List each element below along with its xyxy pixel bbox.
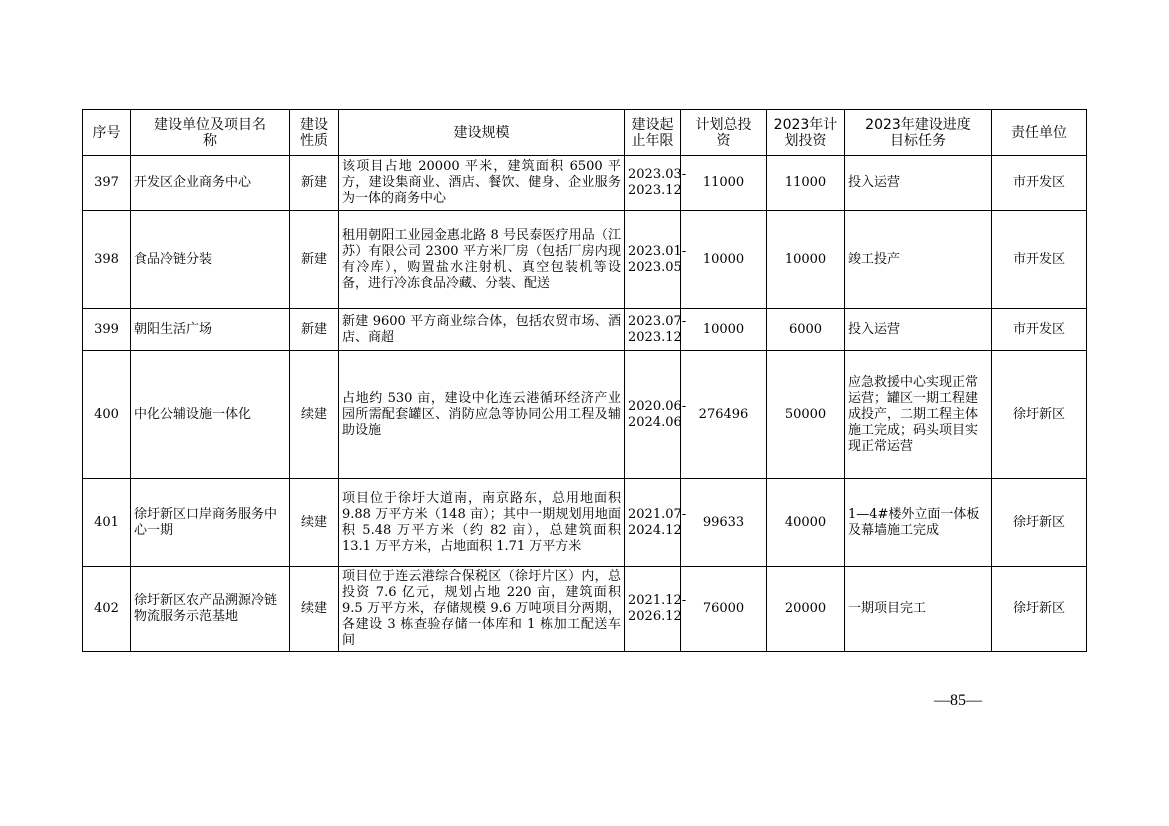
period-end: 2023.12 (628, 329, 682, 345)
cell-nature: 新建 (290, 211, 339, 309)
period-end: 2026.12 (628, 609, 682, 624)
cell-period (625, 351, 687, 479)
period-end: 2023.12 (628, 183, 682, 198)
table-row (83, 156, 1087, 211)
period-start: 2023.03- (628, 167, 687, 182)
cell-name: 开发区企业商务中心 (131, 156, 290, 211)
cell-target: 一期项目完工 (845, 567, 992, 652)
project-table (82, 109, 1087, 652)
period-end: 2023.05 (628, 259, 682, 275)
cell-seq: 399 (83, 309, 131, 351)
cell-scale: 租用朝阳工业园金惠北路 8 号民泰医疗用品（江苏）有限公司 2300 平方米厂房（包括厂房内现有冷库），购置盐水注射机、真空包装机等设备，进行冷冻食品冷藏、分装、配送 (339, 211, 625, 309)
cell-period (625, 156, 687, 211)
cell-nature: 续建 (290, 479, 339, 567)
cell-total: 10000 (681, 211, 767, 309)
header-responsible: 责任单位 (992, 110, 1087, 156)
header-seq: 序号 (83, 110, 131, 156)
header-period: 建设起止年限 (625, 110, 681, 156)
cell-scale: 该项目占地 20000 平米，建筑面积 6500 平方，建设集商业、酒店、餐饮、健身、企业服务为一体的商务中心 (339, 156, 625, 211)
period-start: 2020.06- (628, 398, 687, 414)
cell-seq: 402 (83, 567, 131, 652)
period-start: 2023.07- (628, 313, 687, 329)
cell-total: 11000 (681, 156, 767, 211)
cell-period (625, 567, 687, 652)
cell-plan-2023: 11000 (767, 156, 845, 211)
cell-plan-2023: 10000 (767, 211, 845, 309)
header-nature: 建设性质 (290, 110, 339, 156)
period-start: 2023.01- (628, 243, 687, 259)
cell-scale: 项目位于连云港综合保税区（徐圩片区）内，总投资 7.6 亿元，规划占地 220 亩，建筑面积 9.5 万平方米，存储规模 9.6 万吨项目分两期，各建设 3 栋查验存储一体库和 1 栋加工配送车间 (339, 567, 625, 652)
cell-responsible: 市开发区 (992, 211, 1087, 309)
cell-period (625, 309, 687, 351)
header-unit-name: 建设单位及项目名称 (131, 110, 290, 156)
cell-seq: 401 (83, 479, 131, 567)
cell-plan-2023: 20000 (767, 567, 845, 652)
cell-nature: 新建 (290, 309, 339, 351)
table-row (83, 211, 1087, 309)
cell-responsible: 市开发区 (992, 156, 1087, 211)
cell-period (625, 211, 687, 309)
cell-name: 中化公辅设施一体化 (131, 351, 290, 479)
cell-responsible: 徐圩新区 (992, 351, 1087, 479)
header-invest-2023: 2023年计划投资 (767, 110, 845, 156)
period-end: 2024.06 (628, 414, 682, 430)
table-row (83, 351, 1087, 479)
cell-total: 276496 (681, 351, 767, 479)
cell-name: 食品冷链分装 (131, 211, 290, 309)
period-end: 2024.12 (628, 522, 682, 538)
cell-responsible: 徐圩新区 (992, 479, 1087, 567)
table-row (83, 479, 1087, 567)
period-start: 2021.07- (628, 506, 687, 522)
table-row (83, 567, 1087, 652)
cell-scale: 新建 9600 平方商业综合体，包括农贸市场、酒店、商超 (339, 309, 625, 351)
cell-seq: 397 (83, 156, 131, 211)
table-row (83, 309, 1087, 351)
cell-nature: 新建 (290, 156, 339, 211)
header-target-2023: 2023年建设进度目标任务 (845, 110, 992, 156)
cell-responsible: 市开发区 (992, 309, 1087, 351)
cell-seq: 400 (83, 351, 131, 479)
cell-responsible: 徐圩新区 (992, 567, 1087, 652)
cell-target: 1—4#楼外立面一体板及幕墙施工完成 (845, 479, 992, 567)
cell-total: 10000 (681, 309, 767, 351)
cell-name: 徐圩新区口岸商务服务中心一期 (131, 479, 290, 567)
cell-target: 竣工投产 (845, 211, 992, 309)
cell-target: 应急救援中心实现正常运营；罐区一期工程建成投产，二期工程主体施工完成；码头项目实现正常运营 (845, 351, 992, 479)
cell-total: 76000 (681, 567, 767, 652)
cell-nature: 续建 (290, 567, 339, 652)
period-start: 2021.12- (628, 593, 687, 608)
cell-scale: 占地约 530 亩，建设中化连云港循环经济产业园所需配套罐区、消防应急等协同公用工程及辅助设施 (339, 351, 625, 479)
cell-nature: 续建 (290, 351, 339, 479)
cell-target: 投入运营 (845, 309, 992, 351)
cell-name: 朝阳生活广场 (131, 309, 290, 351)
cell-plan-2023: 50000 (767, 351, 845, 479)
cell-seq: 398 (83, 211, 131, 309)
page-number: —85— (934, 692, 982, 709)
cell-plan-2023: 40000 (767, 479, 845, 567)
cell-name: 徐圩新区农产品溯源冷链物流服务示范基地 (131, 567, 290, 652)
cell-period (625, 479, 687, 567)
header-scale: 建设规模 (339, 110, 625, 156)
table-header-row (83, 110, 1087, 156)
cell-scale: 项目位于徐圩大道南，南京路东，总用地面积 9.88 万平方米（148 亩）；其中一期规划用地面积 5.48 万平方米（约 82 亩），总建筑面积 13.1 万平方米，占地面积 1.71 万平方米 (339, 479, 625, 567)
cell-target: 投入运营 (845, 156, 992, 211)
header-total-invest: 计划总投资 (681, 110, 767, 156)
cell-plan-2023: 6000 (767, 309, 845, 351)
cell-total: 99633 (681, 479, 767, 567)
